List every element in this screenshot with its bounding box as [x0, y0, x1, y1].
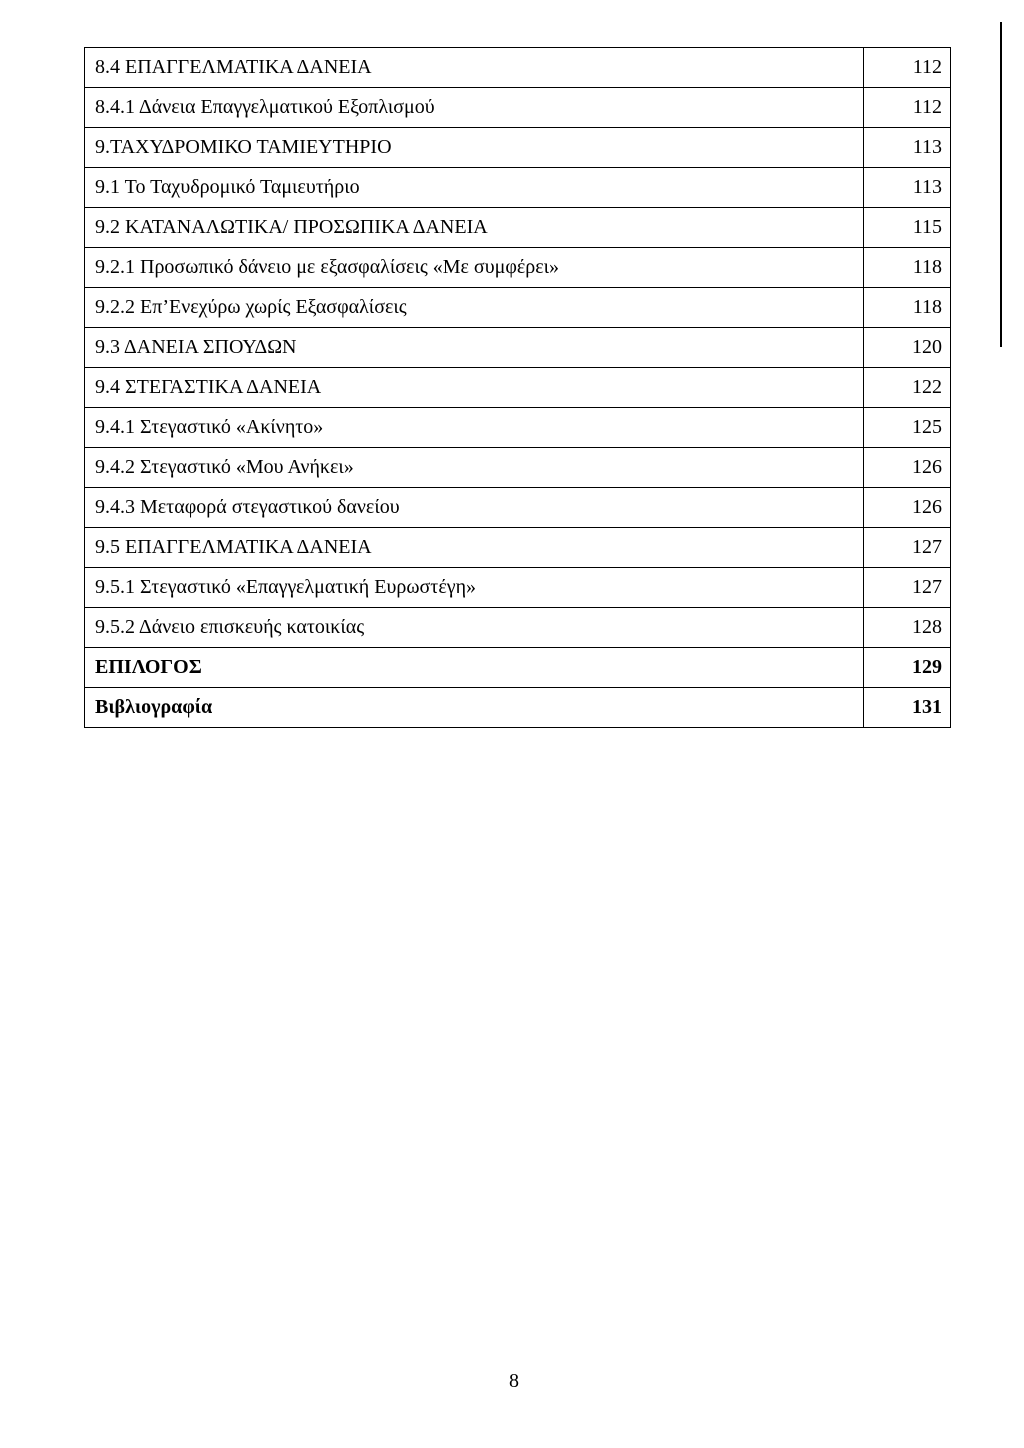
- table-row: [85, 128, 951, 168]
- table-row: [85, 688, 951, 728]
- toc-entry-page: 115: [864, 208, 951, 248]
- toc-entry-page: 118: [864, 248, 951, 288]
- toc-entry-title: 8.4.1 Δάνεια Επαγγελματικού Εξοπλισμού: [85, 88, 864, 128]
- table-row: [85, 328, 951, 368]
- toc-entry-title: ΕΠΙΛΟΓΟΣ: [85, 648, 864, 688]
- toc-entry-page: 126: [864, 448, 951, 488]
- toc-entry-title: 9.3 ΔΑΝΕΙΑ ΣΠΟΥΔΩΝ: [85, 328, 864, 368]
- toc-entry-page: 113: [864, 168, 951, 208]
- table-row: [85, 568, 951, 608]
- table-row: [85, 648, 951, 688]
- toc-entry-title: Βιβλιογραφία: [85, 688, 864, 728]
- toc-entry-page: 112: [864, 48, 951, 88]
- table-row: [85, 408, 951, 448]
- table-row: [85, 48, 951, 88]
- toc-entry-title: 9.4.3 Μεταφορά στεγαστικού δανείου: [85, 488, 864, 528]
- toc-entry-title: 9.2.2 Επ’Ενεχύρω χωρίς Εξασφαλίσεις: [85, 288, 864, 328]
- table-row: [85, 488, 951, 528]
- toc-entry-page: 127: [864, 568, 951, 608]
- toc-entry-title: 9.1 Το Ταχυδρομικό Ταμιευτήριο: [85, 168, 864, 208]
- table-row: [85, 288, 951, 328]
- table-row: [85, 168, 951, 208]
- table-row: [85, 248, 951, 288]
- toc-entry-title: 9.5 ΕΠΑΓΓΕΛΜΑΤΙΚΑ ΔΑΝΕΙΑ: [85, 528, 864, 568]
- table-row: [85, 208, 951, 248]
- toc-entry-page: 129: [864, 648, 951, 688]
- toc-entry-title: 9.5.1 Στεγαστικό «Επαγγελματική Ευρωστέγη»: [85, 568, 864, 608]
- toc-entry-title: 9.4 ΣΤΕΓΑΣΤΙΚΑ ΔΑΝΕΙΑ: [85, 368, 864, 408]
- table-row: [85, 368, 951, 408]
- toc-entry-title: 8.4 ΕΠΑΓΓΕΛΜΑΤΙΚΑ ΔΑΝΕΙΑ: [85, 48, 864, 88]
- page-number: 8: [509, 1370, 519, 1392]
- table-of-contents: [84, 47, 951, 728]
- toc-entry-page: 113: [864, 128, 951, 168]
- toc-entry-title: 9.4.2 Στεγαστικό «Μου Ανήκει»: [85, 448, 864, 488]
- toc-entry-title: 9.2.1 Προσωπικό δάνειο με εξασφαλίσεις «Με συμφέρει»: [85, 248, 864, 288]
- toc-entry-page: 127: [864, 528, 951, 568]
- toc-entry-page: 112: [864, 88, 951, 128]
- table-row: [85, 88, 951, 128]
- toc-entry-page: 120: [864, 328, 951, 368]
- toc-entry-title: 9.2 ΚΑΤΑΝΑΛΩΤΙΚΑ/ ΠΡΟΣΩΠΙΚΑ ΔΑΝΕΙΑ: [85, 208, 864, 248]
- toc-entry-page: 118: [864, 288, 951, 328]
- toc-entry-page: 128: [864, 608, 951, 648]
- table-row: [85, 448, 951, 488]
- margin-rule: [1000, 22, 1002, 347]
- toc-entry-page: 122: [864, 368, 951, 408]
- toc-entry-page: 131: [864, 688, 951, 728]
- toc-entry-title: 9.5.2 Δάνειο επισκευής κατοικίας: [85, 608, 864, 648]
- toc-body: [85, 48, 951, 728]
- toc-entry-title: 9.ΤΑΧΥΔΡΟΜΙΚΟ ΤΑΜΙΕΥΤΗΡΙΟ: [85, 128, 864, 168]
- toc-entry-title: 9.4.1 Στεγαστικό «Ακίνητο»: [85, 408, 864, 448]
- toc-entry-page: 125: [864, 408, 951, 448]
- table-row: [85, 528, 951, 568]
- toc-entry-page: 126: [864, 488, 951, 528]
- table-row: [85, 608, 951, 648]
